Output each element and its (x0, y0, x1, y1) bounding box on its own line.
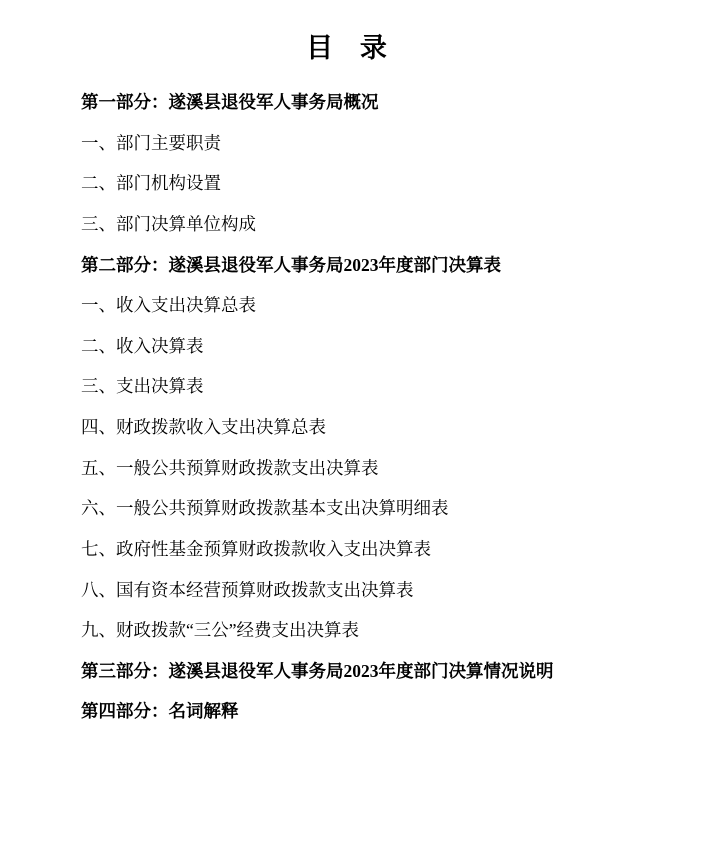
toc-item-2-4: 四、财政拨款收入支出决算总表 (81, 417, 326, 437)
toc-item-1-2: 二、部门机构设置 (81, 173, 221, 194)
toc-part-2: 第二部分：遂溪县退役军人事务局2023年度部门决算表 (81, 254, 501, 275)
toc-item-2-5: 五、一般公共预算财政拨款支出决算表 (81, 457, 379, 478)
toc-item-2-2: 二、收入决算表 (81, 335, 204, 356)
toc-item-2-8: 八、国有资本经营预算财政拨款支出决算表 (81, 579, 414, 600)
toc-part-4: 第四部分：名词解释 (81, 701, 239, 722)
toc-part-1: 第一部分：遂溪县退役军人事务局概况 (81, 92, 379, 112)
toc-item-1-1: 一、部门主要职责 (81, 132, 221, 153)
toc-part-3: 第三部分：遂溪县退役军人事务局2023年度部门决算情况说明 (81, 660, 554, 681)
toc-item-2-7: 七、政府性基金预算财政拨款收入支出决算表 (81, 538, 431, 559)
toc-item-2-6: 六、一般公共预算财政拨款基本支出决算明细表 (81, 498, 449, 519)
page-title: 目 录 (306, 33, 397, 63)
document-page (0, 26, 703, 865)
toc-item-2-1: 一、收入支出决算总表 (81, 295, 256, 316)
toc-item-2-9: 九、财政拨款“三公”经费支出决算表 (81, 620, 360, 641)
toc-item-2-3: 三、支出决算表 (81, 376, 204, 397)
toc-item-1-3: 三、部门决算单位构成 (81, 213, 256, 234)
table-of-contents (46, 91, 657, 724)
